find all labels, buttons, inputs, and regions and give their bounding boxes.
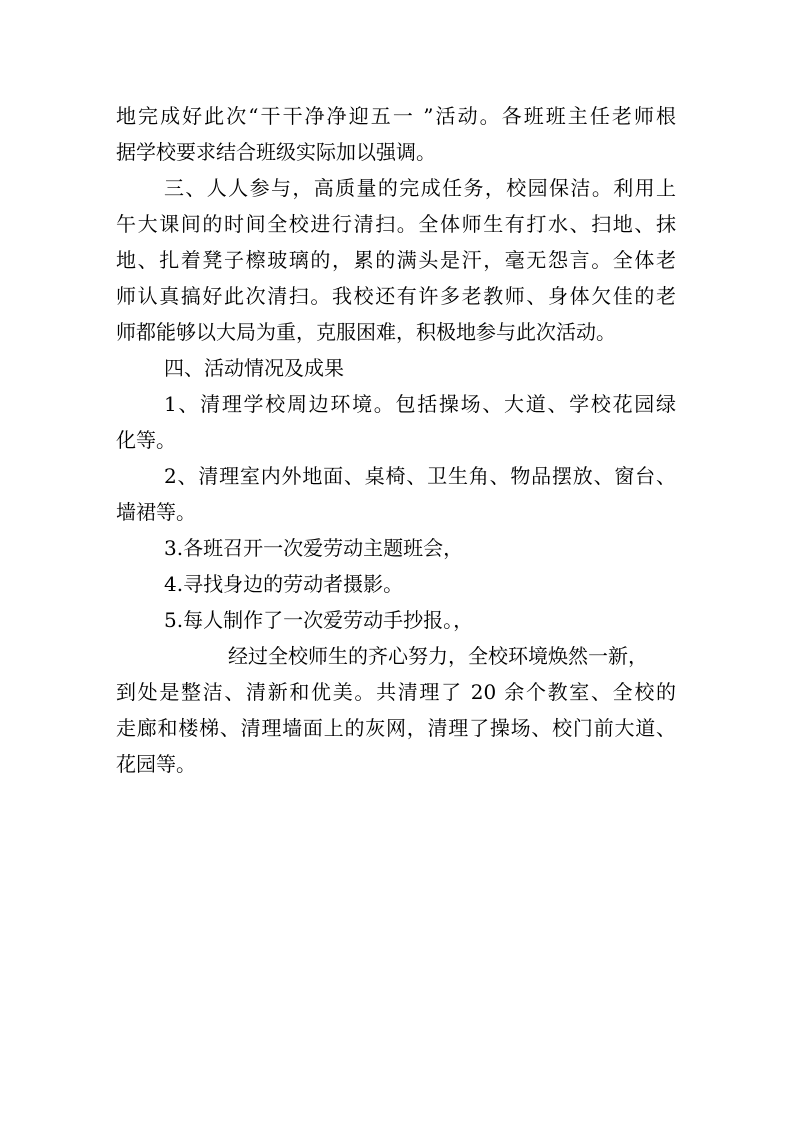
list-item: 4.寻找身边的劳动者摄影。 xyxy=(164,572,404,596)
paragraph-line: 师认真搞好此次清扫。我校还有许多老教师、身体欠佳的老 xyxy=(116,284,676,308)
section-heading: 四、活动情况及成果 xyxy=(164,356,344,380)
document-body xyxy=(116,98,676,782)
paragraph-line: 走廊和楼梯、清理墙面上的灰网，清理了操场、校门前大道、 xyxy=(116,716,676,740)
paragraph-line: 地、扎着凳子檫玻璃的，累的满头是汗，毫无怨言。全体老 xyxy=(116,248,676,272)
paragraph-line: 三、人人参与，高质量的完成任务，校园保洁。利用上 xyxy=(164,176,676,200)
paragraph-line: 师都能够以大局为重，克服困难，积极地参与此次活动。 xyxy=(116,320,616,344)
list-item: 5.每人制作了一次爱劳动手抄报。， xyxy=(164,608,474,632)
list-item-continuation: 墙裙等。 xyxy=(116,500,196,524)
list-item: 2、清理室内外地面、桌椅、卫生角、物品摆放、窗台、 xyxy=(164,464,676,488)
paragraph-line: 到处是整洁、清新和优美。共清理了 20 余个教室、全校的 xyxy=(116,680,676,704)
paragraph-line: 花园等。 xyxy=(116,752,196,776)
paragraph-line: 午大课间的时间全校进行清扫。全体师生有打水、扫地、抹 xyxy=(116,212,676,236)
list-item: 1、清理学校周边环境。包括操场、大道、学校花园绿 xyxy=(164,392,676,416)
paragraph-line: 据学校要求结合班级实际加以强调。 xyxy=(116,140,436,164)
list-item: 3.各班召开一次爱劳动主题班会， xyxy=(164,536,464,560)
list-item-continuation: 化等。 xyxy=(116,428,176,452)
paragraph-line: 经过全校师生的齐心努力，全校环境焕然一新， xyxy=(228,644,648,668)
paragraph-line: 地完成好此次“干干净净迎五一 ”活动。各班班主任老师根 xyxy=(116,104,676,128)
